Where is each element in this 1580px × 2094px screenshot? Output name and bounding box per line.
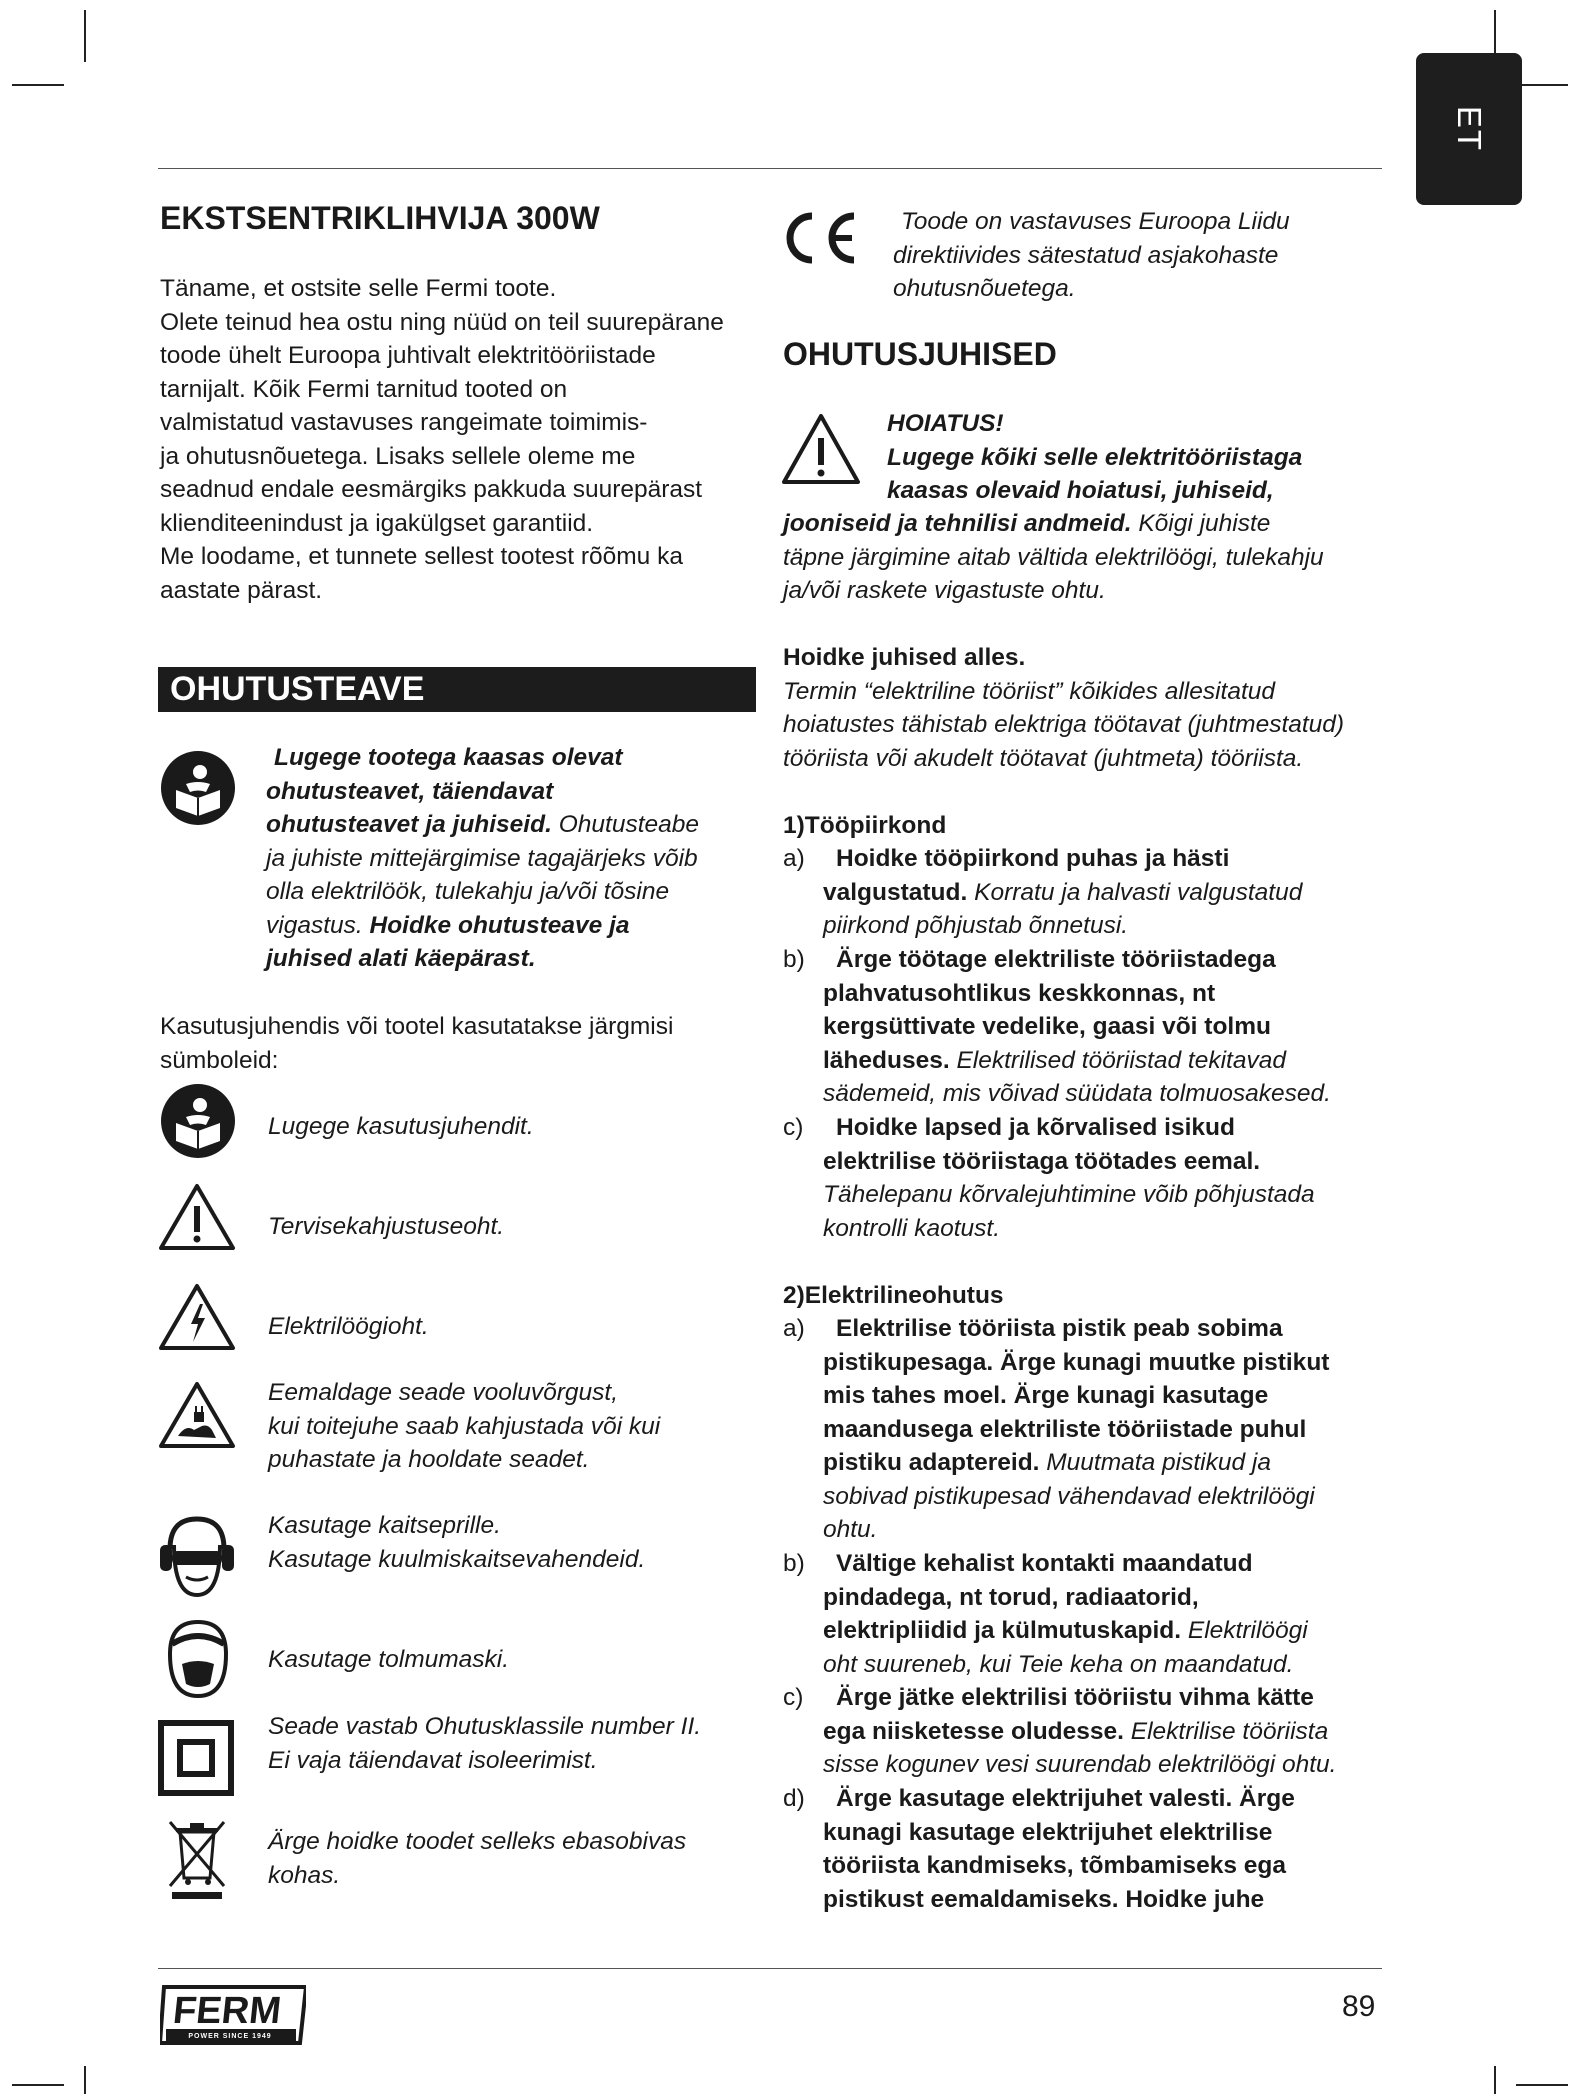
list-bold-line: pistikust eemaldamiseks. Hoidke juhe — [823, 1885, 1265, 1913]
warning-bold-line: kaasas olevaid hoiatusi, juhiseid, — [887, 477, 1274, 504]
list-bold-line: Hoidke lapsed ja kõrvalised isikud — [836, 1114, 1235, 1141]
symbol-description — [268, 1376, 768, 1477]
header-rule — [158, 168, 1382, 169]
warning-mixed-line — [266, 909, 766, 943]
list-bold-line: Vältige kehalist kontakti maandatud — [836, 1550, 1253, 1577]
symbol-text-line: puhastate ja hooldate seadet. — [268, 1446, 590, 1473]
weee-bin-icon — [166, 1818, 228, 1900]
warning-bold-span: ohutusteavet ja juhiseid. — [266, 811, 552, 838]
safety-info-warning — [266, 741, 766, 976]
ce-line: ohutusnõuetega. — [893, 275, 1076, 302]
intro-line: klienditeenindust ja igakülgset garantiid. — [160, 509, 594, 537]
intro-line: aastate pärast. — [160, 576, 323, 604]
symbol-text-line: Seade vastab Ohutusklassile number II. — [268, 1713, 702, 1740]
keep-line: Termin “elektriline tööriist” kõikides allesitatud — [783, 677, 1276, 705]
intro-line: tarnijalt. Kõik Fermi tarnitud tooted on — [160, 375, 568, 403]
symbol-description — [268, 1210, 768, 1244]
crop-mark — [84, 10, 86, 62]
warning-bold-line: Lugege tootega kaasas olevat — [274, 744, 623, 771]
symbol-text-line: Tervisekahjustuseoht. — [268, 1213, 505, 1240]
crop-mark — [1516, 84, 1568, 86]
warning-label: HOIATUS! — [887, 410, 1004, 437]
warning-bold-line: Lugege kõiki selle elektritööriistaga — [887, 443, 1303, 471]
list-italic-line: sisse kogunev vesi suurendab elektrilöögi ohtu. — [823, 1751, 1337, 1778]
symbols-intro-line: sümboleid: — [160, 1046, 279, 1074]
page-number: 89 — [1342, 1990, 1376, 2023]
list-item — [783, 1547, 1383, 1681]
list-bold-line: kergsüttivate vedelike, gaasi või tolmu — [823, 1013, 1271, 1040]
list-item-label: a) — [783, 845, 805, 872]
goggles-earmuffs-icon — [158, 1515, 236, 1599]
warning-mixed-line — [783, 507, 1383, 541]
ce-statement — [893, 205, 1383, 306]
dust-mask-icon — [160, 1618, 236, 1700]
warning-bold-span: jooniseid ja tehnilisi andmeid. — [783, 510, 1132, 537]
list-bold-line: Hoidke tööpiirkond puhas ja hästi — [836, 845, 1230, 872]
list-mixed-line — [823, 1715, 1383, 1749]
intro-line: Me loodame, et tunnete sellest tootest rõõmu ka — [160, 543, 683, 570]
intro-line: ja ohutusnõuetega. Lisaks sellele oleme me — [160, 442, 636, 470]
list-italic-line: sädemeid, mis võivad süüdata tolmuosakesed. — [823, 1080, 1331, 1107]
symbol-text-line: Ärge hoidke toodet selleks ebasobivas — [268, 1828, 687, 1855]
symbol-text-line: kohas. — [268, 1861, 341, 1889]
list-item — [783, 1681, 1383, 1782]
list-item-label: d) — [783, 1785, 805, 1812]
list-italic-span: Muutmata pistikud ja — [1039, 1449, 1271, 1476]
warning-bold-span: Hoidke ohutusteave ja — [362, 911, 630, 939]
symbol-description — [268, 1825, 768, 1892]
ferm-logo — [160, 1983, 306, 2047]
safety-instructions-warning — [887, 407, 1387, 508]
symbol-description — [268, 1509, 768, 1576]
warning-triangle-icon — [158, 1182, 236, 1252]
intro-line: Olete teinud hea ostu ning nüüd on teil suurepärane — [160, 308, 724, 336]
list-bold-line: pindadega, nt torud, radiaatorid, — [823, 1583, 1199, 1611]
crop-mark — [1516, 2084, 1568, 2086]
warning-bold-line: ohutusteavet, täiendavat — [266, 777, 554, 805]
warning-italic-line: olla elektrilöök, tulekahju ja/või tõsine — [266, 878, 670, 905]
symbol-text-line: Kasutage kaitseprille. — [268, 1512, 501, 1539]
list-italic-span: Korratu ja halvasti valgustatud — [967, 878, 1303, 906]
list-italic-line: oht suureneb, kui Teie keha on maandatud. — [823, 1650, 1294, 1678]
list-italic-line: kontrolli kaotust. — [823, 1214, 1001, 1242]
list-item — [783, 842, 1383, 943]
read-manual-icon — [160, 1083, 236, 1159]
crop-mark — [84, 2066, 86, 2094]
symbol-text-line: Ei vaja täiendavat isoleerimist. — [268, 1746, 598, 1774]
list-bold-span: ega niisketesse oludesse. — [823, 1717, 1124, 1745]
symbol-description — [268, 1643, 768, 1677]
warning-bold-line: juhised alati käepärast. — [266, 945, 536, 972]
ce-line: Toode on vastavuses Euroopa Liidu — [901, 208, 1290, 235]
section2-heading: 2)Elektrilineohutus — [783, 1282, 1004, 1309]
list-italic-span: Elektrilise tööriista — [1123, 1717, 1329, 1745]
list-italic-line: Tähelepanu kõrvalejuhtimine võib põhjustada — [823, 1181, 1315, 1208]
list-bold-line: mis tahes moel. Ärge kunagi kasutage — [823, 1382, 1269, 1409]
ferm-logo-wordmark: FERM — [171, 1990, 284, 2032]
safety-instructions-heading: OHUTUSJUHISED — [783, 336, 1057, 372]
warning-mixed-line — [266, 808, 766, 842]
keep-line: tööriista või akudelt töötavat (juhtmeta) tööriista. — [783, 744, 1304, 772]
product-title: EKSTSENTRIKLIHVIJA 300W — [160, 200, 600, 236]
list-italic-span: Elektrilised tööriistad tekitavad — [949, 1046, 1286, 1074]
keep-heading: Hoidke juhised alles. — [783, 644, 1026, 671]
crop-mark — [12, 84, 64, 86]
list-italic-span: Elektrilöögi — [1181, 1617, 1308, 1644]
crop-mark — [12, 2084, 64, 2086]
list-item — [783, 1312, 1383, 1547]
warning-italic-line: ja juhiste mittejärgimise tagajärjeks võib — [266, 844, 698, 872]
warning-italic-line: ja/või raskete vigastuste ohtu. — [783, 577, 1106, 604]
list-item-label: c) — [783, 1114, 804, 1141]
list-bold-line: Ärge jätke elektrilisi tööriistu vihma kätte — [836, 1684, 1314, 1711]
section1-heading: 1)Tööpiirkond — [783, 812, 947, 839]
symbol-text-line: kui toitejuhe saab kahjustada või kui — [268, 1412, 661, 1440]
list-bold-span: elektripliidid ja külmutuskapid. — [823, 1617, 1182, 1644]
ce-mark-icon — [776, 210, 860, 266]
intro-paragraph — [160, 272, 760, 607]
footer-rule — [158, 1968, 1382, 1969]
list-italic-line: piirkond põhjustab õnnetusi. — [823, 912, 1129, 939]
intro-line: seadnud endale eesmärgiks pakkuda suurepärast — [160, 476, 703, 503]
list-item-label: a) — [783, 1315, 805, 1342]
symbol-text-line: Lugege kasutusjuhendit. — [268, 1113, 534, 1140]
symbol-text-line: Elektrilöögioht. — [268, 1313, 429, 1340]
ce-line: direktiivides sätestatud asjakohaste — [893, 241, 1279, 269]
list-mixed-line — [823, 1044, 1383, 1078]
symbol-text-line: Kasutage kuulmiskaitsevahendeid. — [268, 1545, 646, 1573]
intro-line: Täname, et ostsite selle Fermi toote. — [160, 275, 557, 302]
keep-line: hoiatustes tähistab elektriga töötavat (juhtmestatud) — [783, 711, 1345, 738]
list-bold-span: valgustatud. — [823, 878, 968, 906]
list-bold-line: elektrilise tööriistaga töötades eemal. — [823, 1147, 1261, 1175]
warning-italic-span: vigastus. — [266, 911, 363, 939]
safety-info-banner: OHUTUSTEAVE — [158, 667, 756, 712]
list-italic-line: ohtu. — [823, 1516, 878, 1543]
list-bold-line: maandusega elektriliste tööriistade puhul — [823, 1415, 1307, 1443]
list-italic-line: sobivad pistikupesad vähendavad elektrilöögi — [823, 1482, 1315, 1510]
list-item-label: b) — [783, 1550, 805, 1577]
warning-italic-span: Kõigi juhiste — [1131, 510, 1271, 537]
electric-shock-icon — [158, 1282, 236, 1352]
list-bold-line: Ärge kasutage elektrijuhet valesti. Ärge — [836, 1785, 1295, 1812]
intro-line: valmistatud vastavuses rangeimate toimimis- — [160, 409, 648, 436]
ferm-logo-tagline: POWER SINCE 1949 — [188, 2033, 272, 2040]
warning-italic-line: täpne järgimine aitab vältida elektrilöögi, tulekahju — [783, 543, 1324, 571]
list-bold-line: Elektrilise tööriista pistik peab sobima — [836, 1315, 1283, 1342]
symbol-description — [268, 1110, 768, 1144]
list-item-label: c) — [783, 1684, 804, 1711]
list-bold-line: pistikupesaga. Ärge kunagi muutke pistikut — [823, 1348, 1330, 1376]
list-bold-line: plahvatusohtlikus keskkonnas, nt — [823, 979, 1216, 1007]
language-tab-label: ET — [1451, 105, 1488, 153]
symbol-text-line: Kasutage tolmumaski. — [268, 1646, 510, 1673]
crop-mark — [1494, 2066, 1496, 2094]
warning-italic-span: Ohutusteabe — [551, 811, 699, 838]
language-tab — [1416, 53, 1522, 205]
symbols-intro-line: Kasutusjuhendis või tootel kasutatakse järgmisi — [160, 1013, 674, 1040]
intro-line: toode ühelt Euroopa juhtivalt elektritööriistade — [160, 342, 656, 369]
read-manual-icon — [160, 750, 236, 826]
class-ii-icon — [158, 1720, 234, 1796]
list-item — [783, 943, 1383, 1111]
list-mixed-line — [823, 876, 1383, 910]
list-item-label: b) — [783, 946, 805, 973]
list-bold-span: pistiku adaptereid. — [823, 1449, 1040, 1476]
list-bold-line: Ärge töötage elektriliste tööriistadega — [836, 946, 1276, 973]
list-mixed-line — [823, 1614, 1383, 1648]
list-mixed-line — [823, 1446, 1383, 1480]
list-bold-span: läheduses. — [823, 1046, 950, 1074]
list-bold-line: tööriista kandmiseks, tõmbamiseks ega — [823, 1852, 1286, 1879]
safety-instructions-warning-cont — [783, 507, 1383, 608]
symbol-description — [268, 1710, 768, 1777]
symbol-description — [268, 1310, 768, 1344]
list-item — [783, 1111, 1383, 1245]
list-bold-line: kunagi kasutage elektrijuhet elektrilise — [823, 1818, 1273, 1846]
symbols-intro — [160, 1010, 760, 1077]
keep-instructions — [783, 641, 1383, 775]
list-item — [783, 1782, 1383, 1916]
symbol-text-line: Eemaldage seade vooluvõrgust, — [268, 1379, 619, 1406]
warning-triangle-icon — [780, 412, 862, 486]
unplug-icon — [158, 1380, 236, 1450]
